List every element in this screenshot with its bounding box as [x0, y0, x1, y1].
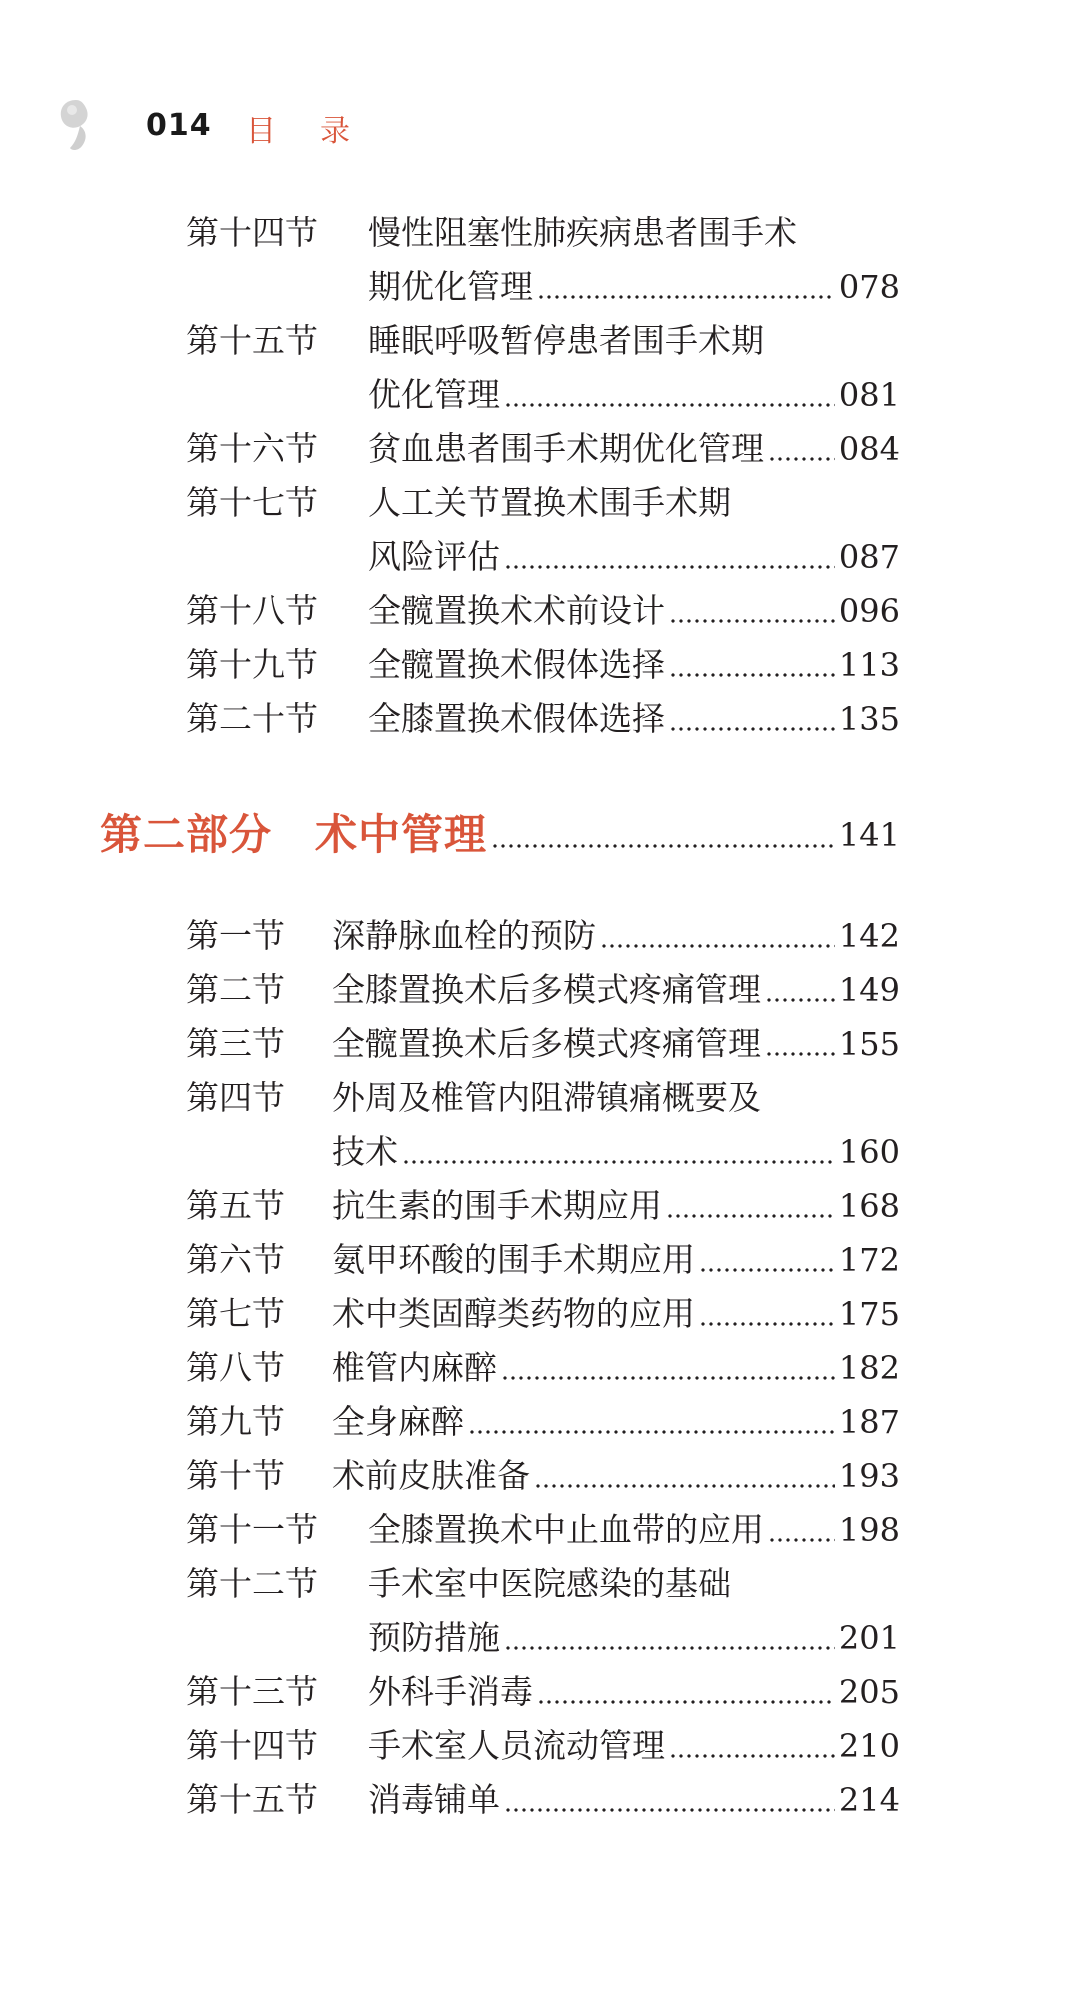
page-ref: 081 — [838, 376, 900, 414]
page-ref: 087 — [838, 538, 900, 576]
page-ref: 160 — [838, 1133, 900, 1171]
page-ref: 141 — [838, 816, 900, 854]
toc-entry-line — [0, 1611, 1080, 1665]
dot-leader — [666, 1179, 835, 1233]
page-ref: 201 — [838, 1619, 900, 1657]
section-number: 第十八节 — [186, 591, 318, 630]
toc-entry-line — [0, 1773, 1080, 1827]
section-title: 全膝置换术假体选择 — [368, 699, 665, 738]
toc-entry-line — [0, 1341, 1080, 1395]
section-title: 全髋置换术后多模式疼痛管理 — [332, 1024, 761, 1063]
dot-leader — [537, 1665, 835, 1719]
section-title: 睡眠呼吸暂停患者围手术期 — [368, 321, 764, 360]
page-ref: 172 — [838, 1241, 900, 1279]
section-number: 第二节 — [186, 970, 285, 1009]
toc-leader-row — [368, 638, 900, 692]
dot-leader — [468, 1395, 835, 1449]
section-number: 第六节 — [186, 1240, 285, 1279]
section-title: 优化管理 — [368, 375, 500, 414]
section-number: 第九节 — [186, 1402, 285, 1441]
toc-entry-line — [0, 260, 1080, 314]
section-title: 全髋置换术术前设计 — [368, 591, 665, 630]
toc-entry-line — [0, 1071, 1080, 1125]
toc-entry-line — [0, 1125, 1080, 1179]
page-header — [56, 96, 656, 156]
toc-entry-line — [0, 206, 1080, 260]
toc-entry-line — [0, 1233, 1080, 1287]
section-number: 第十四节 — [186, 1726, 318, 1765]
toc-leader-row — [332, 1017, 900, 1071]
toc-entry-line — [0, 1719, 1080, 1773]
dot-leader — [600, 909, 835, 963]
toc-leader-row — [368, 260, 900, 314]
section-title: 外周及椎管内阻滞镇痛概要及 — [332, 1078, 761, 1117]
section-title: 术前皮肤准备 — [332, 1456, 530, 1495]
toc-entry-line — [0, 476, 1080, 530]
dot-leader — [504, 1611, 835, 1665]
toc-entry-line — [0, 1395, 1080, 1449]
toc-leader-row — [368, 422, 900, 476]
toc-leader-row — [368, 584, 900, 638]
dot-leader — [501, 1341, 835, 1395]
section-title: 贫血患者围手术期优化管理 — [368, 429, 764, 468]
page-ref: 198 — [838, 1511, 900, 1549]
dot-leader — [669, 584, 835, 638]
dot-leader — [491, 800, 835, 870]
section-number: 第十一节 — [186, 1510, 318, 1549]
section-number: 第十七节 — [186, 483, 318, 522]
page-ref: 149 — [838, 971, 900, 1009]
toc-leader-row — [332, 1449, 900, 1503]
toc-leader-row — [332, 1287, 900, 1341]
section-title: 风险评估 — [368, 537, 500, 576]
section-number: 第十二节 — [186, 1564, 318, 1603]
section-number: 第十四节 — [186, 213, 318, 252]
section-title: 氨甲环酸的围手术期应用 — [332, 1240, 695, 1279]
section-title: 人工关节置换术围手术期 — [368, 483, 731, 522]
page-ref: 113 — [838, 646, 900, 684]
section-number: 第二十节 — [186, 699, 318, 738]
section-title: 手术室人员流动管理 — [368, 1726, 665, 1765]
section-number: 第四节 — [186, 1078, 285, 1117]
publisher-logo-icon — [56, 96, 100, 152]
dot-leader — [669, 692, 835, 746]
toc-entry-line — [0, 1017, 1080, 1071]
page-ref: 187 — [838, 1403, 900, 1441]
toc-entry-line — [0, 1179, 1080, 1233]
section-title: 外科手消毒 — [368, 1672, 533, 1711]
dot-leader — [504, 530, 835, 584]
toc-entry-line — [0, 692, 1080, 746]
section-title: 慢性阻塞性肺疾病患者围手术 — [368, 213, 797, 252]
dot-leader — [699, 1233, 835, 1287]
toc-leader-row — [332, 1341, 900, 1395]
toc-leader-row — [332, 1125, 900, 1179]
page-ref: 096 — [838, 592, 900, 630]
toc-leader-row — [332, 1179, 900, 1233]
section-number: 第十九节 — [186, 645, 318, 684]
toc-entry-line — [0, 638, 1080, 692]
toc-entry-line — [0, 1287, 1080, 1341]
section-title: 全髋置换术假体选择 — [368, 645, 665, 684]
section-title: 消毒铺单 — [368, 1780, 500, 1819]
page-ref: 214 — [838, 1781, 900, 1819]
page-ref: 084 — [838, 430, 900, 468]
page-ref: 142 — [838, 917, 900, 955]
part-heading — [100, 800, 900, 870]
dot-leader — [768, 1503, 835, 1557]
section-number: 第七节 — [186, 1294, 285, 1333]
section-title: 椎管内麻醉 — [332, 1348, 497, 1387]
page-ref: 182 — [838, 1349, 900, 1387]
section-title: 期优化管理 — [368, 267, 533, 306]
toc-entry-line — [0, 314, 1080, 368]
dot-leader — [765, 1017, 835, 1071]
toc-leader-row — [332, 1233, 900, 1287]
section-number: 第十六节 — [186, 429, 318, 468]
toc-entry-line — [0, 1665, 1080, 1719]
section-title: 预防措施 — [368, 1618, 500, 1657]
running-title: 目录 — [246, 114, 394, 149]
toc-leader-row — [368, 1719, 900, 1773]
toc-entry-line — [0, 1503, 1080, 1557]
page-ref: 175 — [838, 1295, 900, 1333]
toc-leader-row — [332, 909, 900, 963]
section-title: 抗生素的围手术期应用 — [332, 1186, 662, 1225]
dot-leader — [534, 1449, 835, 1503]
dot-leader — [504, 1773, 835, 1827]
page-ref: 205 — [838, 1673, 900, 1711]
section-title: 全膝置换术后多模式疼痛管理 — [332, 970, 761, 1009]
dot-leader — [537, 260, 835, 314]
dot-leader — [699, 1287, 835, 1341]
toc-entry-line — [0, 1449, 1080, 1503]
toc-leader-row — [368, 368, 900, 422]
part-title: 第二部分 术中管理 — [100, 810, 488, 859]
section-number: 第十三节 — [186, 1672, 318, 1711]
page-ref: 135 — [838, 700, 900, 738]
section-number: 第十五节 — [186, 1780, 318, 1819]
section-title: 深静脉血栓的预防 — [332, 916, 596, 955]
toc-entry-line — [0, 530, 1080, 584]
dot-leader — [669, 638, 835, 692]
toc-entry-line — [0, 963, 1080, 1017]
toc-leader-row — [368, 692, 900, 746]
toc-entry-line — [0, 584, 1080, 638]
toc-entry-line — [0, 368, 1080, 422]
section-number: 第十五节 — [186, 321, 318, 360]
dot-leader — [504, 368, 835, 422]
dot-leader — [765, 963, 835, 1017]
toc-entry-line — [0, 422, 1080, 476]
section-number: 第十节 — [186, 1456, 285, 1495]
toc-entry-line — [0, 909, 1080, 963]
section-number: 第一节 — [186, 916, 285, 955]
toc-entry-line — [0, 1557, 1080, 1611]
dot-leader — [402, 1125, 835, 1179]
section-title: 全身麻醉 — [332, 1402, 464, 1441]
toc-leader-row — [332, 963, 900, 1017]
page-ref: 210 — [838, 1727, 900, 1765]
toc-leader-row — [332, 1395, 900, 1449]
toc-leader-row — [368, 1503, 900, 1557]
page-ref: 193 — [838, 1457, 900, 1495]
section-number: 第五节 — [186, 1186, 285, 1225]
section-number: 第八节 — [186, 1348, 285, 1387]
page-ref: 078 — [838, 268, 900, 306]
page-ref: 155 — [838, 1025, 900, 1063]
section-title: 全膝置换术中止血带的应用 — [368, 1510, 764, 1549]
section-title: 术中类固醇类药物的应用 — [332, 1294, 695, 1333]
toc-leader-row — [368, 1773, 900, 1827]
section-title: 技术 — [332, 1132, 398, 1171]
toc-leader-row — [368, 530, 900, 584]
dot-leader — [669, 1719, 835, 1773]
page-ref: 168 — [838, 1187, 900, 1225]
toc-leader-row — [368, 1665, 900, 1719]
toc-leader-row — [368, 1611, 900, 1665]
dot-leader — [768, 422, 835, 476]
page-number: 014 — [146, 108, 212, 143]
section-number: 第三节 — [186, 1024, 285, 1063]
section-title: 手术室中医院感染的基础 — [368, 1564, 731, 1603]
